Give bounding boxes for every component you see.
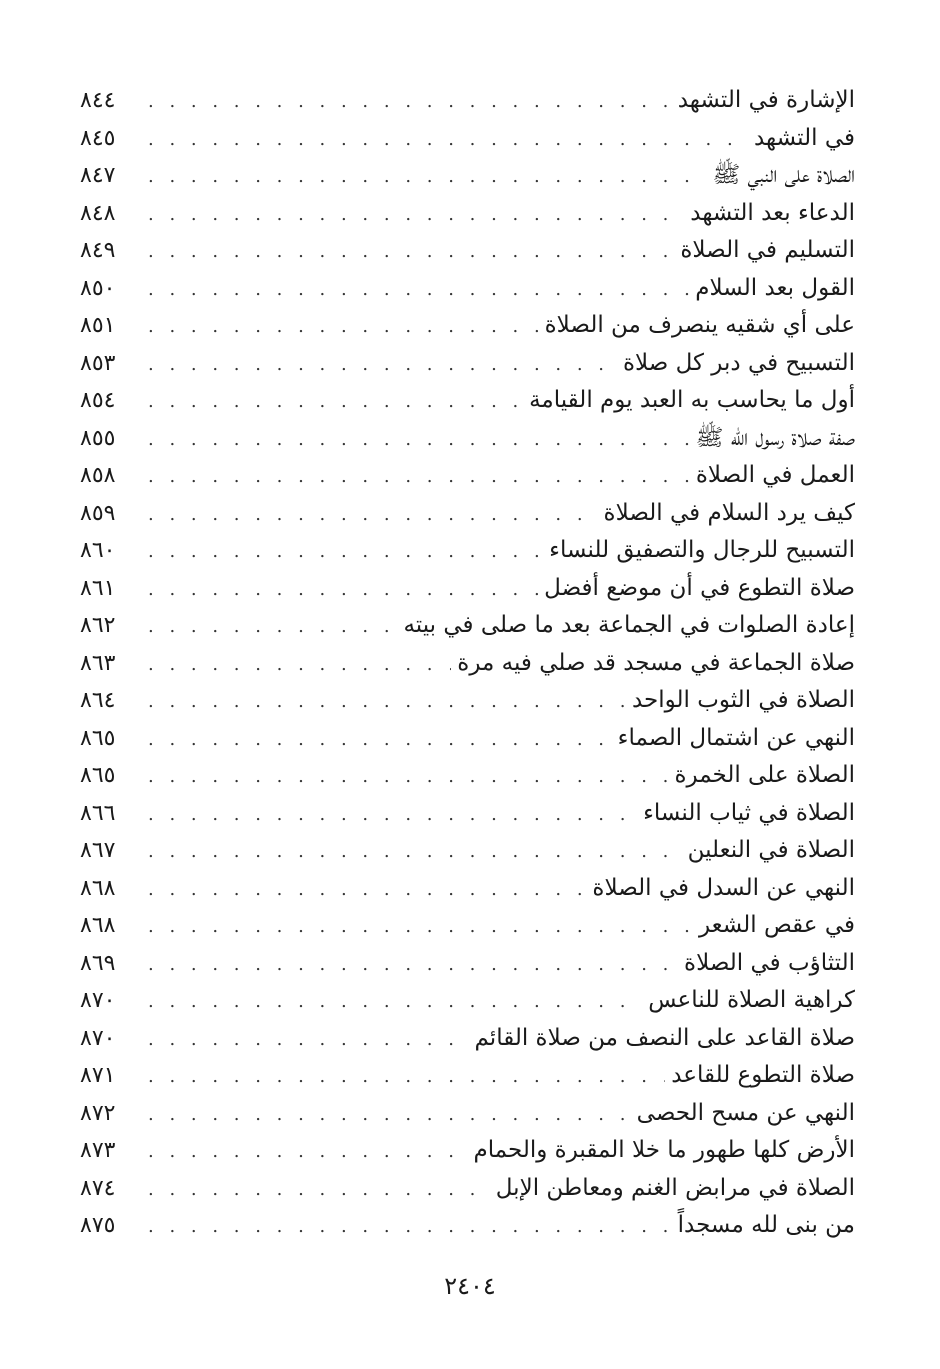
dot-leader <box>148 608 397 646</box>
toc-entry-page: ٨٥٩ <box>80 500 116 526</box>
dot-leader <box>148 946 678 984</box>
dot-leader <box>148 271 689 309</box>
toc-entry-page: ٨٧١ <box>80 1063 116 1088</box>
toc-entry-page: ٨٦٣ <box>80 650 116 676</box>
toc-entry-page: ٨٥٣ <box>80 350 116 376</box>
toc-entry <box>80 457 855 495</box>
dot-leader <box>148 1171 490 1209</box>
toc-entry <box>80 795 855 833</box>
toc-entry-title: صفة صلاة رسول الله ﷺ <box>695 424 855 451</box>
toc-entry-page: ٨٧٤ <box>80 1175 116 1201</box>
toc-entry <box>80 532 855 570</box>
toc-entry-page: ٨٧٠ <box>80 988 116 1013</box>
toc-entry-title: النهي عن اشتمال الصماء <box>617 724 855 751</box>
toc-entry-page: ٨٥٥ <box>80 425 116 451</box>
toc-entry-title: التسبيح في دبر كل صلاة <box>623 349 855 376</box>
toc-entry <box>80 682 855 720</box>
dot-leader <box>148 346 617 384</box>
dot-leader <box>148 833 682 871</box>
toc-entry <box>80 982 855 1020</box>
toc-entry <box>80 645 855 683</box>
toc-entry-page: ٨٦٢ <box>80 613 116 638</box>
dot-leader <box>148 158 706 196</box>
dot-leader <box>148 196 684 234</box>
toc-entry-page: ٨٥٨ <box>80 463 116 488</box>
toc-entry-page: ٨٦٥ <box>80 763 116 788</box>
table-of-contents <box>80 82 855 1245</box>
toc-entry <box>80 570 855 608</box>
toc-entry-page: ٨٥٠ <box>80 275 116 301</box>
toc-entry-title: الدعاء بعد التشهد <box>690 199 855 226</box>
toc-entry-page: ٨٧٣ <box>80 1138 116 1163</box>
toc-entry-page: ٨٧٢ <box>80 1100 116 1126</box>
toc-entry-page: ٨٦١ <box>80 575 116 601</box>
toc-entry <box>80 832 855 870</box>
toc-entry <box>80 495 855 533</box>
toc-entry <box>80 195 855 233</box>
dot-leader <box>148 1058 665 1096</box>
toc-entry <box>80 382 855 420</box>
toc-entry-page: ٨٦٩ <box>80 950 116 976</box>
dot-leader <box>148 646 451 684</box>
toc-entry-title: الصلاة في ثياب النساء <box>643 799 855 826</box>
toc-entry-page: ٨٤٨ <box>80 200 116 226</box>
toc-entry-page: ٨٦٦ <box>80 800 116 826</box>
dot-leader <box>148 421 690 459</box>
dot-leader <box>148 308 539 346</box>
toc-entry-title: الصلاة في الثوب الواحد <box>631 687 855 713</box>
toc-entry <box>80 270 855 308</box>
dot-leader <box>148 1021 469 1059</box>
toc-entry-title: أول ما يحاسب به العبد يوم القيامة <box>529 387 855 413</box>
toc-entry <box>80 1020 855 1058</box>
toc-entry-title: القول بعد السلام <box>695 274 855 301</box>
toc-entry <box>80 1057 855 1095</box>
dot-leader <box>148 233 674 271</box>
toc-entry-title: النهي عن السدل في الصلاة <box>592 874 855 901</box>
dot-leader <box>148 908 693 946</box>
toc-entry-title: الصلاة في مرابض الغنم ومعاطن الإبل <box>495 1174 855 1201</box>
toc-entry-page: ٨٤٧ <box>80 163 116 188</box>
toc-entry <box>80 420 855 458</box>
dot-leader <box>148 496 598 534</box>
toc-entry-page: ٨٤٤ <box>80 88 116 113</box>
toc-entry <box>80 1095 855 1133</box>
toc-entry-title: الإشارة في التشهد <box>677 87 855 113</box>
toc-entry-page: ٨٦٥ <box>80 725 116 751</box>
toc-entry-title: النهي عن مسح الحصى <box>636 1099 855 1126</box>
toc-entry-title: كراهية الصلاة للناعس <box>648 987 855 1013</box>
toc-entry-title: العمل في الصلاة <box>695 462 855 488</box>
toc-entry-page: ٨٤٥ <box>80 125 116 151</box>
dot-leader <box>148 1208 672 1246</box>
toc-entry-page: ٨٧٠ <box>80 1025 116 1051</box>
toc-entry <box>80 720 855 758</box>
toc-entry-title: على أي شقيه ينصرف من الصلاة <box>544 312 855 338</box>
toc-entry <box>80 157 855 195</box>
toc-entry <box>80 232 855 270</box>
dot-leader <box>148 458 690 496</box>
toc-entry-title: التسليم في الصلاة <box>680 237 855 263</box>
toc-entry-page: ٨٦٤ <box>80 688 116 713</box>
toc-entry <box>80 1132 855 1170</box>
toc-entry-page: ٨٦٠ <box>80 538 116 563</box>
toc-entry-title: صلاة التطوع في أن موضع أفضل <box>544 574 855 601</box>
toc-entry-title: من بنى لله مسجداً <box>677 1212 855 1238</box>
toc-entry <box>80 1170 855 1208</box>
toc-entry <box>80 870 855 908</box>
toc-entry-title: الأرض كلها طهور ما خلا المقبرة والحمام <box>473 1137 855 1163</box>
toc-entry <box>80 82 855 120</box>
toc-entry-title: إعادة الصلوات في الجماعة بعد ما صلى في بيته <box>403 612 855 638</box>
toc-entry-page: ٨٤٩ <box>80 238 116 263</box>
toc-entry-page: ٨٧٥ <box>80 1213 116 1238</box>
toc-entry-title: الصلاة على الخمرة <box>674 762 855 788</box>
toc-entry-title: التسبيح للرجال والتصفيق للنساء <box>549 537 855 563</box>
toc-entry <box>80 307 855 345</box>
toc-entry <box>80 120 855 158</box>
toc-entry-page: ٨٦٨ <box>80 875 116 901</box>
toc-entry <box>80 345 855 383</box>
toc-entry-title: الصلاة على النبي ﷺ <box>712 162 855 188</box>
toc-entry <box>80 907 855 945</box>
toc-entry-title: في عقص الشعر <box>698 912 855 938</box>
page-number: ٢٤٠٤ <box>444 1272 496 1300</box>
toc-entry <box>80 1207 855 1245</box>
toc-entry-title: صلاة الجماعة في مسجد قد صلي فيه مرة <box>457 649 855 676</box>
toc-entry-title: في التشهد <box>753 124 855 151</box>
toc-entry-title: صلاة التطوع للقاعد <box>671 1062 855 1088</box>
toc-entry-title: الصلاة في النعلين <box>687 837 855 863</box>
dot-leader <box>148 1133 467 1171</box>
dot-leader <box>148 683 626 721</box>
dot-leader <box>148 83 672 121</box>
dot-leader <box>148 983 642 1021</box>
dot-leader <box>148 383 523 421</box>
dot-leader <box>148 796 637 834</box>
dot-leader <box>148 1096 631 1134</box>
dot-leader <box>148 121 748 159</box>
toc-entry-page: ٨٥١ <box>80 313 116 338</box>
toc-entry <box>80 607 855 645</box>
toc-entry-title: كيف يرد السلام في الصلاة <box>603 499 855 526</box>
toc-entry-title: صلاة القاعد على النصف من صلاة القائم <box>474 1024 855 1051</box>
toc-entry-title: التثاؤب في الصلاة <box>684 949 855 976</box>
dot-leader <box>148 871 586 909</box>
toc-entry-page: ٨٥٤ <box>80 388 116 413</box>
toc-entry-page: ٨٦٧ <box>80 838 116 863</box>
toc-entry-page: ٨٦٨ <box>80 913 116 938</box>
dot-leader <box>148 533 543 571</box>
dot-leader <box>148 758 668 796</box>
dot-leader <box>148 571 538 609</box>
dot-leader <box>148 721 612 759</box>
toc-entry <box>80 945 855 983</box>
toc-entry <box>80 757 855 795</box>
